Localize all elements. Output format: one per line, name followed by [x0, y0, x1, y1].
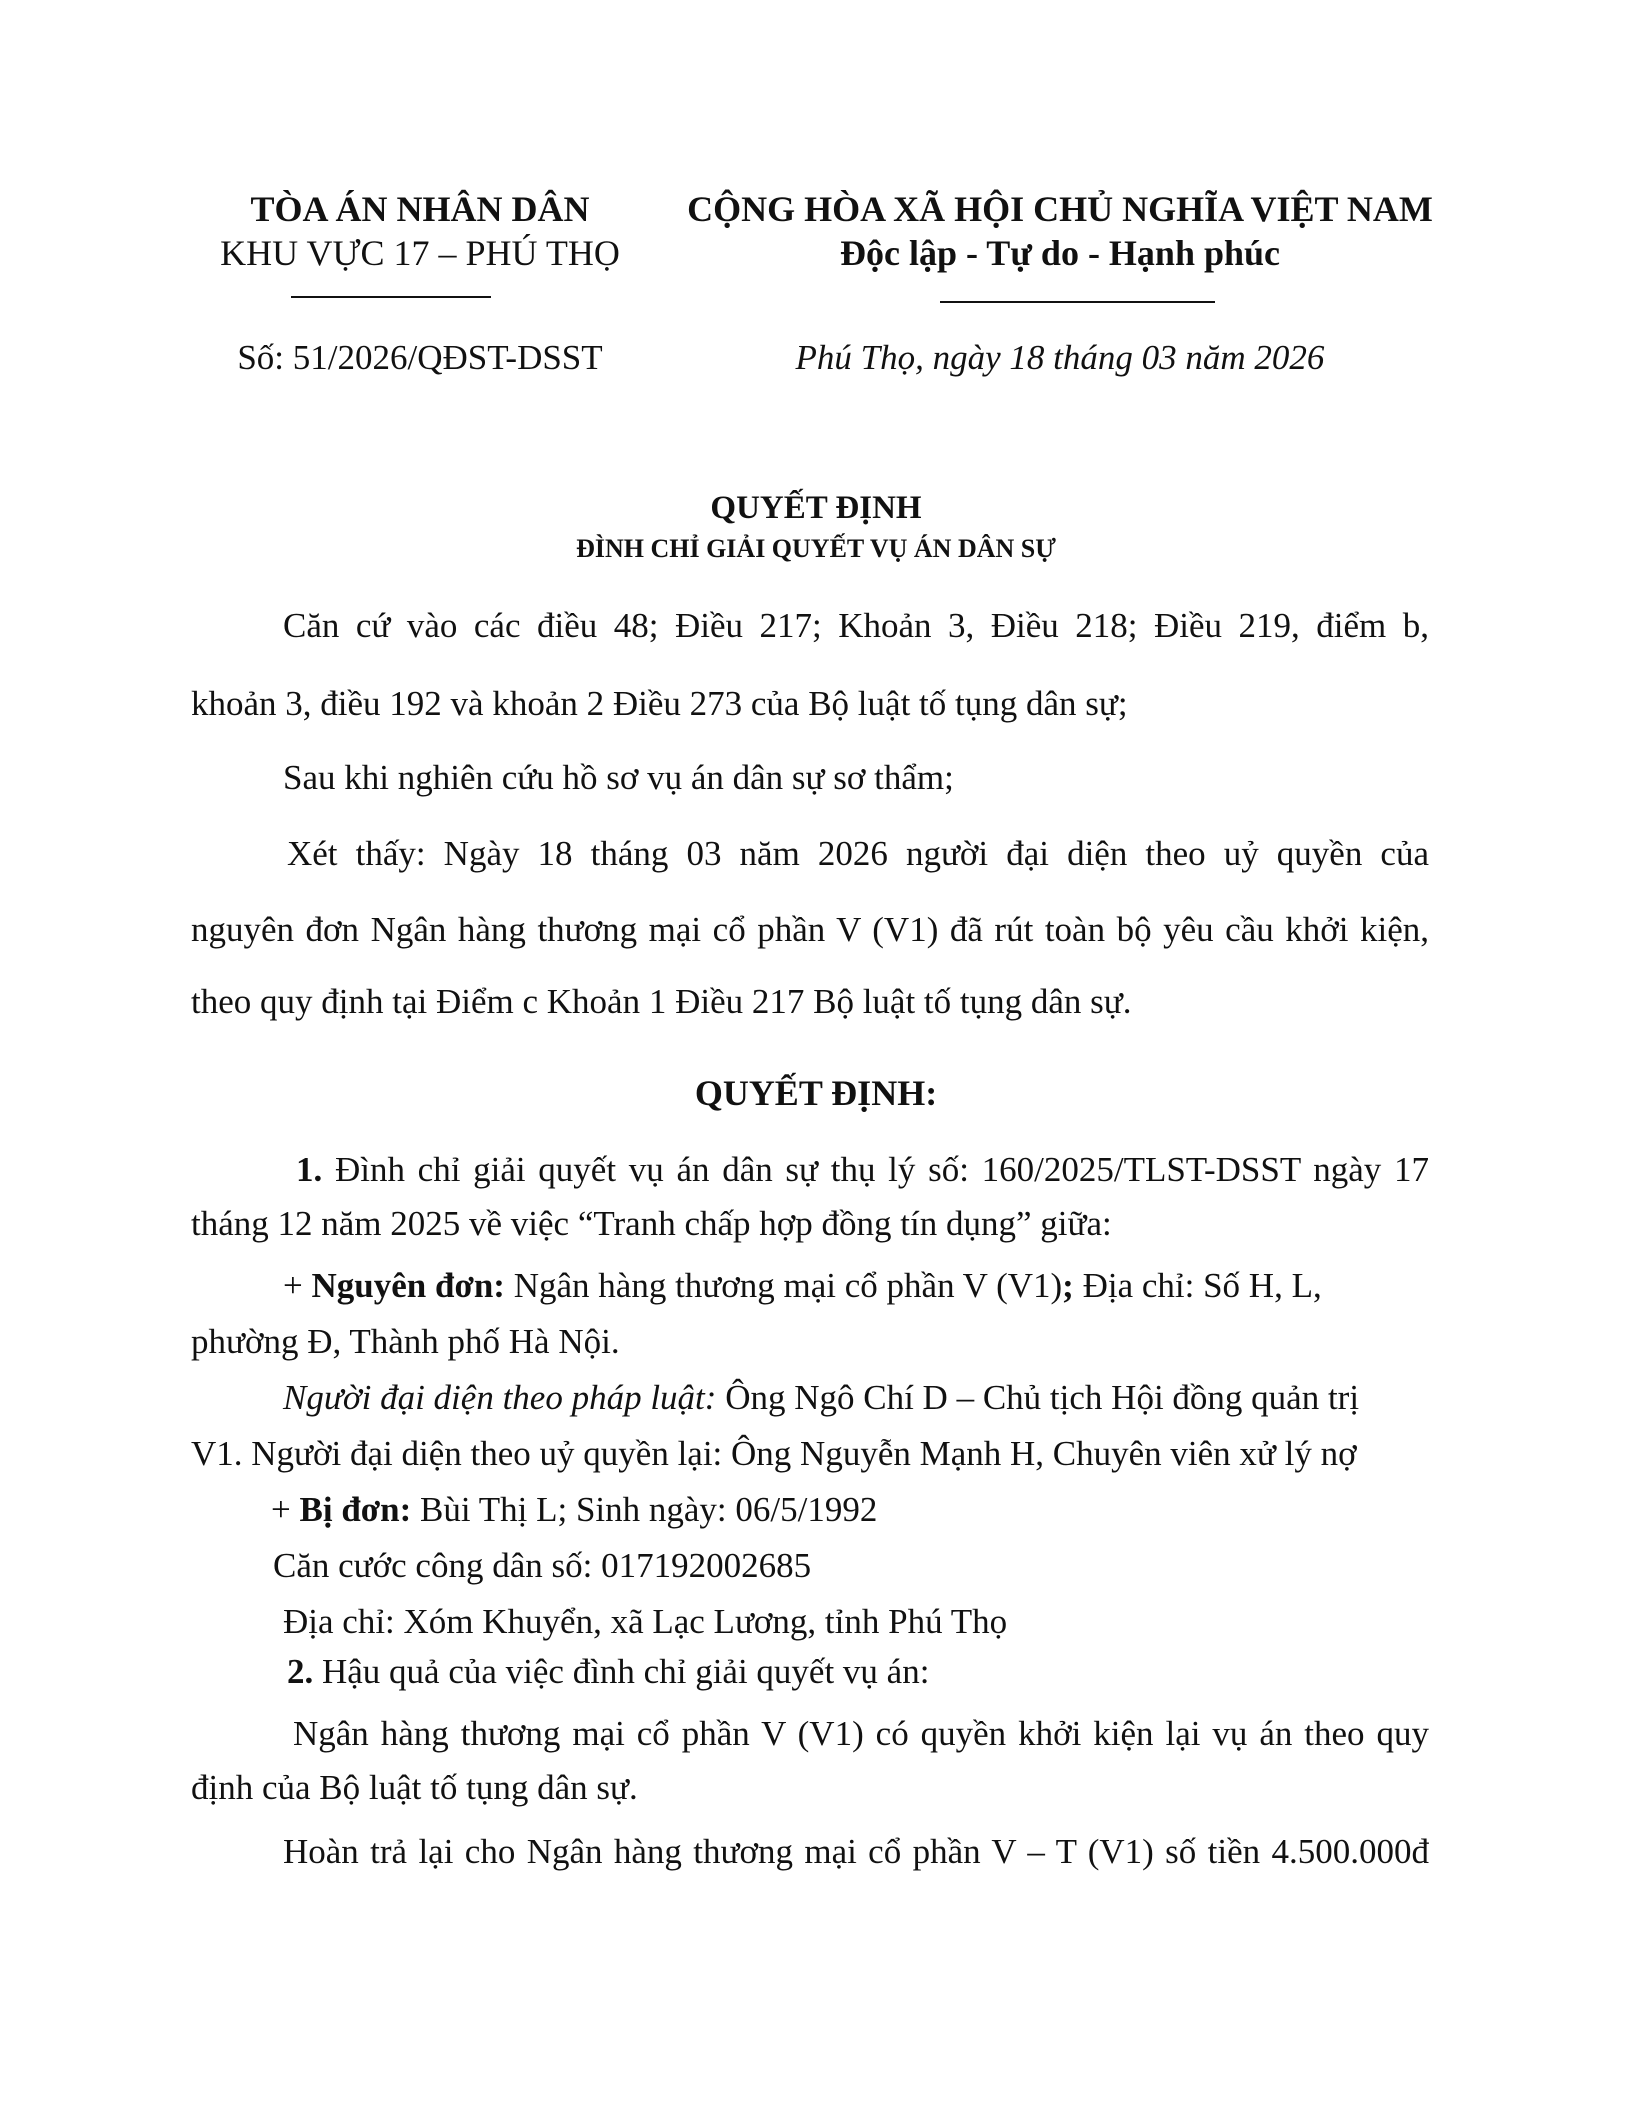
refund-line: Hoàn trả lại cho Ngân hàng thương mại cổ phần V – T (V1) số tiền 4.500.000đ — [283, 1832, 1429, 1871]
plaintiff-line-2: phường Đ, Thành phố Hà Nội. — [191, 1322, 620, 1361]
plaintiff-line-1 — [283, 1266, 1322, 1306]
court-name: TÒA ÁN NHÂN DÂN — [250, 189, 590, 229]
place-date: Phú Thọ, ngày 18 tháng 03 năm 2026 — [795, 338, 1325, 377]
item2-text: Hậu quả của việc đình chỉ giải quyết vụ án: — [313, 1652, 930, 1691]
basis-line-2: khoản 3, điều 192 và khoản 2 Điều 273 của Bộ luật tố tụng dân sự; — [191, 684, 1128, 723]
representative-label: Người đại diện theo pháp luật: — [283, 1378, 717, 1417]
representative-line-1 — [283, 1378, 1359, 1418]
plaintiff-semicolon: ; — [1062, 1266, 1074, 1305]
item1-number: 1. — [296, 1150, 323, 1189]
document-title: QUYẾT ĐỊNH — [710, 490, 922, 526]
item1-line-2: tháng 12 năm 2025 về việc “Tranh chấp hợp đồng tín dụng” giữa: — [191, 1204, 1112, 1243]
consider-line-2: nguyên đơn Ngân hàng thương mại cổ phần V (V1) đã rút toàn bộ yêu cầu khởi kiện, — [191, 910, 1429, 949]
representative-line-2: V1. Người đại diện theo uỷ quyền lại: Ông Nguyễn Mạnh H, Chuyên viên xử lý nợ — [191, 1434, 1357, 1473]
document-subtitle: ĐÌNH CHỈ GIẢI QUYẾT VỤ ÁN DÂN SỰ — [576, 534, 1056, 563]
document-number: Số: 51/2026/QĐST-DSST — [237, 338, 603, 377]
plaintiff-prefix: + — [283, 1266, 312, 1305]
study-line: Sau khi nghiên cứu hồ sơ vụ án dân sự sơ thẩm; — [283, 758, 954, 797]
decision-heading: QUYẾT ĐỊNH: — [694, 1073, 938, 1113]
consider-line-1: Xét thấy: Ngày 18 tháng 03 năm 2026 người đại diện theo uỷ quyền của — [287, 834, 1429, 873]
motto-underline — [940, 301, 1215, 303]
item2-line — [287, 1652, 929, 1692]
item1-text: Đình chỉ giải quyết vụ án dân sự thụ lý số: 160/2025/TLST-DSST ngày 17 — [334, 1150, 1430, 1189]
defendant-info: Bùi Thị L; Sinh ngày: 06/5/1992 — [411, 1490, 878, 1529]
defendant-address: Địa chỉ: Xóm Khuyển, xã Lạc Lương, tỉnh Phú Thọ — [283, 1602, 1008, 1641]
consequence-line-2: định của Bộ luật tố tụng dân sự. — [191, 1768, 638, 1807]
item2-number: 2. — [287, 1652, 314, 1691]
defendant-label: Bị đơn: — [299, 1490, 412, 1529]
defendant-line — [271, 1490, 877, 1530]
plaintiff-label: Nguyên đơn: — [311, 1266, 505, 1305]
defendant-prefix: + — [271, 1490, 300, 1529]
court-underline — [291, 296, 491, 298]
nation-motto: Độc lập - Tự do - Hạnh phúc — [839, 233, 1281, 273]
plaintiff-address: Địa chỉ: Số H, L, — [1073, 1266, 1322, 1305]
representative-name: Ông Ngô Chí D – Chủ tịch Hội đồng quản trị — [716, 1378, 1360, 1417]
consider-line-3: theo quy định tại Điểm c Khoản 1 Điều 217 Bộ luật tố tụng dân sự. — [191, 982, 1132, 1021]
basis-line-1: Căn cứ vào các điều 48; Điều 217; Khoản 3, Điều 218; Điều 219, điểm b, — [283, 606, 1429, 645]
defendant-id: Căn cước công dân số: 017192002685 — [273, 1546, 812, 1585]
consequence-line-1: Ngân hàng thương mại cổ phần V (V1) có quyền khởi kiện lại vụ án theo quy — [293, 1714, 1429, 1753]
plaintiff-name: Ngân hàng thương mại cổ phần V (V1) — [504, 1266, 1063, 1305]
court-region: KHU VỰC 17 – PHÚ THỌ — [220, 233, 620, 273]
nation-title: CỘNG HÒA XÃ HỘI CHỦ NGHĨA VIỆT NAM — [687, 189, 1433, 229]
item1-line-1 — [296, 1150, 1429, 1190]
